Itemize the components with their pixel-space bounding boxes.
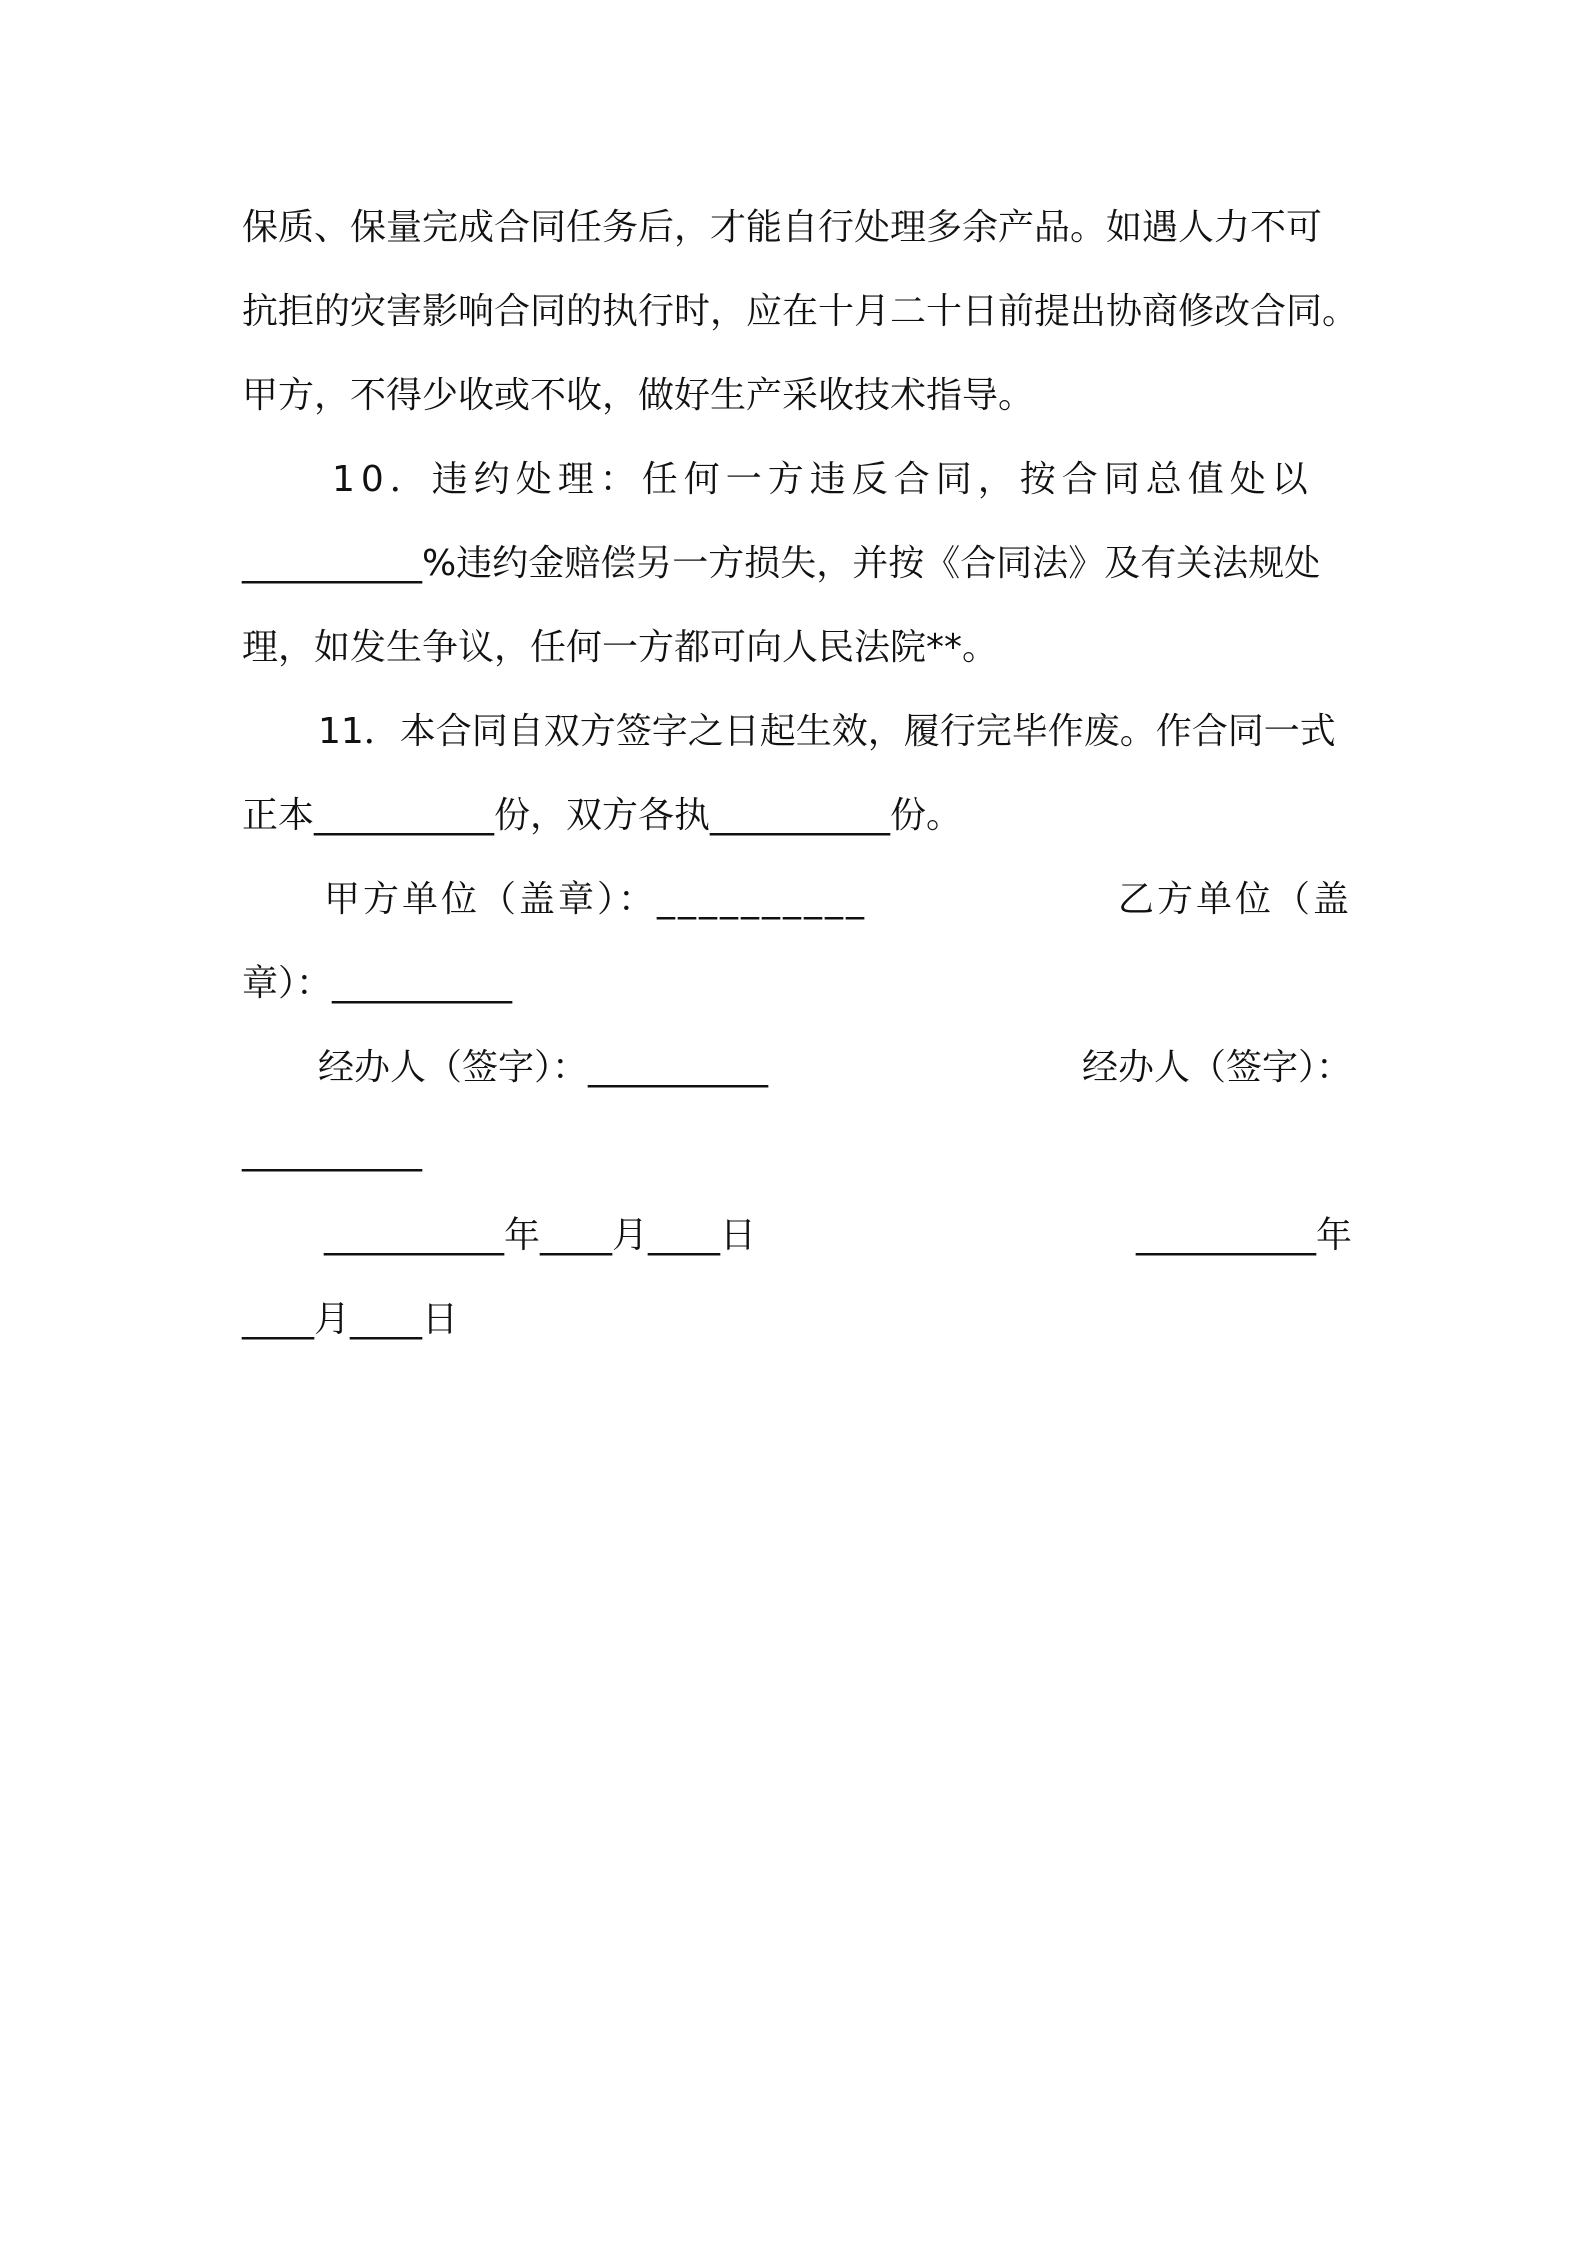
clause-10-heading: 10．违约处理：任何一方违反合同，按合同总值处以 — [332, 459, 1314, 500]
signature-unit-row — [242, 876, 1352, 924]
handler-a-field: 经办人（签字）：__________ — [318, 1047, 769, 1088]
handler-b-field: 经办人（签字）： — [1081, 1047, 1352, 1088]
signature-date-row — [242, 1212, 1352, 1260]
signature-handler-row — [242, 1044, 1352, 1092]
party-a-unit-field: 甲方单位（盖章）：__________ — [324, 879, 868, 920]
contract-text-line: __________%违约金赔偿另一方损失，并按《合同法》及有关法规处 — [242, 543, 1321, 584]
contract-text-line: 正本__________份，双方各执__________份。 — [242, 795, 963, 836]
contract-text-line: 保质、保量完成合同任务后，才能自行处理多余产品。如遇人力不可 — [242, 207, 1323, 248]
date-a-field: __________年____月____日 — [324, 1215, 756, 1256]
date-b-field: __________年 — [1135, 1215, 1352, 1256]
contract-text-line: 甲方，不得少收或不收，做好生产采收技术指导。 — [242, 375, 1035, 416]
contract-text-line: 抗拒的灾害影响合同的执行时，应在十月二十日前提出协商修改合同。 — [242, 291, 1359, 332]
party-b-unit-continued: 章）：__________ — [242, 963, 513, 1004]
date-b-continued: ____月____日 — [242, 1299, 459, 1340]
clause-11-heading: 11．本合同自双方签字之日起生效，履行完毕作废。作合同一式 — [318, 711, 1336, 752]
party-b-unit-field: 乙方单位（盖 — [1117, 879, 1352, 920]
contract-text-line: 理，如发生争议，任何一方都可向人民法院**。 — [242, 627, 999, 668]
handler-b-blank: __________ — [242, 1131, 422, 1172]
